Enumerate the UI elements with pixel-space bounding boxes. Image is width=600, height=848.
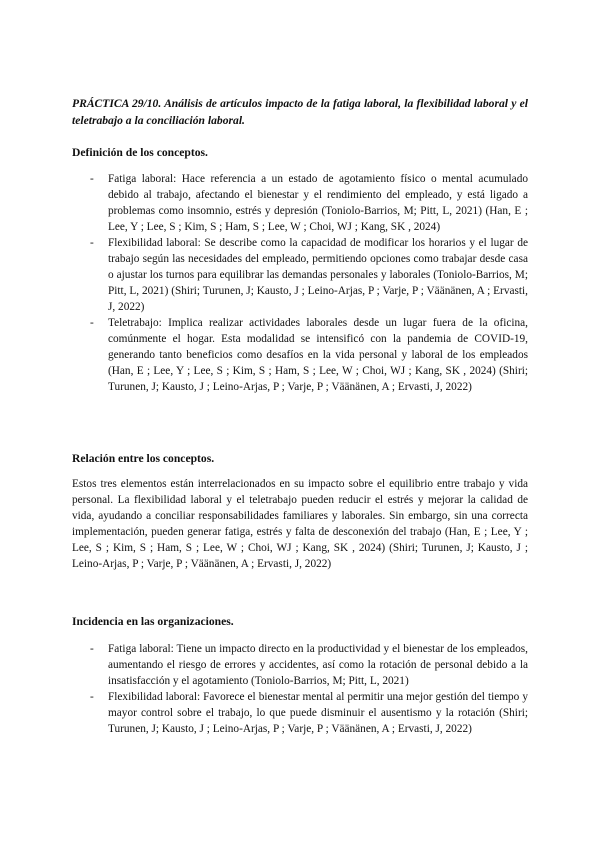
- document-title: PRÁCTICA 29/10. Análisis de artículos impacto de la fatiga laboral, la flexibilidad laboral y el teletrabajo a la conciliación laboral.: [72, 97, 528, 127]
- section-heading-incidencia: Incidencia en las organizaciones.: [72, 615, 234, 628]
- list-item-text: Flexibilidad laboral: Favorece el bienestar mental al permitir una mejor gestión del tiempo y mayor control sobre el trabajo, lo que puede disminuir el ausentismo y la rotación (Shiri; Turunen, J; Kausto, J ; Leino-Arjas, P ; Varje, P ; Väänänen, A ; Ervasti, J, 2022): [108, 691, 528, 735]
- list-item: [90, 315, 528, 395]
- list-item-text: Fatiga laboral: Tiene un impacto directo en la productividad y el bienestar de los empleados, aumentando el riesgo de errores y accidentes, así como la rotación de personal debido a la insatisfacción y el agotamiento (Toniolo-Barrios, M; Pitt, L, 2021): [108, 643, 528, 687]
- list-item: [90, 689, 528, 737]
- relation-paragraph: Estos tres elementos están interrelacionados en su impacto sobre el equilibrio entre trabajo y vida personal. La flexibilidad laboral y el teletrabajo pueden reducir el estrés y mejorar la calidad de vida, ayudando a conciliar responsabilidades familiares y laborales. Sin embargo, sin una correcta implementación, pueden generar fatiga, estrés y falta de desconexión del trabajo (Han, E ; Lee, Y ; Lee, S ; Kim, S ; Ham, S ; Lee, W ; Choi, WJ ; Kang, SK , 2024) (Shiri; Turunen, J; Kausto, J ; Leino-Arjas, P ; Varje, P ; Väänänen, A ; Ervasti, J, 2022): [72, 478, 528, 570]
- section-heading-definicion: Definición de los conceptos.: [72, 146, 208, 159]
- bullet-dash: -: [90, 173, 94, 185]
- bullet-dash: -: [90, 317, 94, 329]
- section-heading-relacion: Relación entre los conceptos.: [72, 452, 215, 465]
- list-item: [90, 641, 528, 689]
- bullet-dash: -: [90, 237, 94, 249]
- bullet-dash: -: [90, 643, 94, 655]
- incidence-list: [90, 641, 528, 737]
- list-item-text: Fatiga laboral: Hace referencia a un estado de agotamiento físico o mental acumulado debido al trabajo, afectando el bienestar y el rendimiento del empleado, y está ligado a problemas como insomnio, estrés y depresión (Toniolo-Barrios, M; Pitt, L, 2021) (Han, E ; Lee, Y ; Lee, S ; Kim, S ; Ham, S ; Lee, W ; Choi, WJ ; Kang, SK , 2024): [108, 173, 528, 233]
- definition-list: [90, 171, 528, 395]
- list-item: [90, 235, 528, 315]
- list-item-text: Flexibilidad laboral: Se describe como la capacidad de modificar los horarios y el lugar de trabajo según las necesidades del empleado, permitiendo opciones como trabajar desde casa o ajustar los turnos para equilibrar las demandas personales y laborales (Toniolo-Barrios, M; Pitt, L, 2021) (Shiri; Turunen, J; Kausto, J ; Leino-Arjas, P ; Varje, P ; Väänänen, A ; Ervasti, J, 2022): [108, 237, 528, 313]
- bullet-dash: -: [90, 691, 94, 703]
- list-item: [90, 171, 528, 235]
- list-item-text: Teletrabajo: Implica realizar actividades laborales desde un lugar fuera de la oficina, comúnmente el hogar. Esta modalidad se intensificó con la pandemia de COVID-19, generando tanto beneficios como desafíos en la vida personal y laboral de los empleados (Han, E ; Lee, Y ; Lee, S ; Kim, S ; Ham, S ; Lee, W ; Choi, WJ ; Kang, SK , 2024) (Shiri; Turunen, J; Kausto, J ; Leino-Arjas, P ; Varje, P ; Väänänen, A ; Ervasti, J, 2022): [108, 317, 528, 393]
